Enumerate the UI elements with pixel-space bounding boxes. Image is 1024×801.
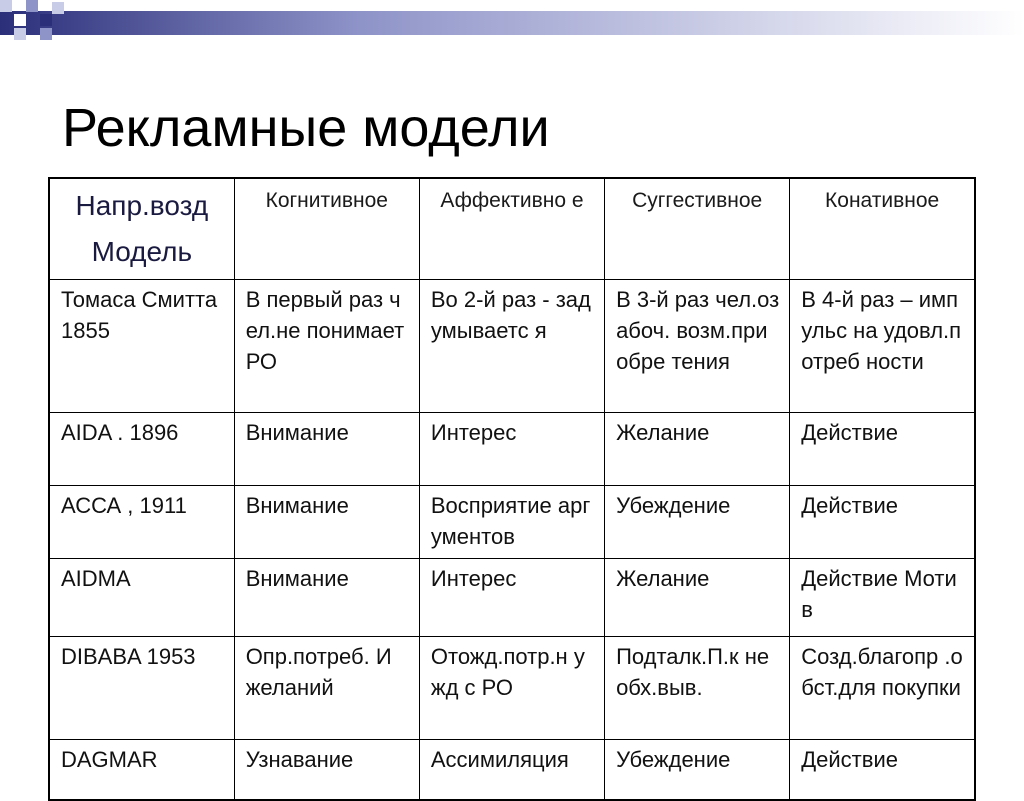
table-cell: В 4-й раз – импульс на удовл.потреб ности	[790, 280, 975, 413]
table-cell: Во 2-й раз - задумываетс я	[419, 280, 604, 413]
corner-header-model: Модель	[91, 236, 193, 267]
table-cell: Действие	[790, 740, 975, 800]
table-cell: Узнавание	[234, 740, 419, 800]
slide-title: Рекламные модели	[62, 98, 550, 158]
table-cell: Подталк.П.к необх.выв.	[605, 637, 790, 740]
table-row	[49, 413, 975, 486]
table-row	[49, 559, 975, 637]
column-header-affective: Аффективно е	[419, 178, 604, 280]
table-cell: Внимание	[234, 559, 419, 637]
table-cell: Действие Мотив	[790, 559, 975, 637]
decorative-header-bar	[0, 0, 1024, 60]
corner-header	[49, 178, 234, 280]
table-cell: Опр.потреб. И желаний	[234, 637, 419, 740]
table-cell: Желание	[605, 559, 790, 637]
table-cell: В 3-й раз чел.озабоч. возм.приобре тения	[605, 280, 790, 413]
table-cell: Желание	[605, 413, 790, 486]
column-header-conative: Конативное	[790, 178, 975, 280]
column-header-suggestive: Суггестивное	[605, 178, 790, 280]
table-cell: Убеждение	[605, 740, 790, 800]
table-cell: Интерес	[419, 413, 604, 486]
table-cell: Действие	[790, 486, 975, 559]
row-model-name: Томаса Смитта 1855	[49, 280, 234, 413]
row-model-name: AIDMA	[49, 559, 234, 637]
table-cell: Ассимиляция	[419, 740, 604, 800]
row-model-name: DAGMAR	[49, 740, 234, 800]
column-header-cognitive: Когнитивное	[234, 178, 419, 280]
header-row	[49, 178, 975, 280]
table-cell: Восприятие аргументов	[419, 486, 604, 559]
table-cell: Созд.благопр .обст.для покупки	[790, 637, 975, 740]
table-cell: Убеждение	[605, 486, 790, 559]
table-cell: Интерес	[419, 559, 604, 637]
corner-header-direction: Напр.возд	[75, 190, 209, 221]
table-row	[49, 280, 975, 413]
table-cell: В первый раз чел.не понимает РО	[234, 280, 419, 413]
table-cell: Отожд.потр.н ужд с РО	[419, 637, 604, 740]
table-cell: Внимание	[234, 413, 419, 486]
row-model-name: DIBABA 1953	[49, 637, 234, 740]
row-model-name: AIDA . 1896	[49, 413, 234, 486]
row-model-name: АССА , 1911	[49, 486, 234, 559]
table-cell: Внимание	[234, 486, 419, 559]
advertising-models-table	[48, 177, 976, 801]
table-row	[49, 486, 975, 559]
table-row	[49, 740, 975, 800]
table-cell: Действие	[790, 413, 975, 486]
table-row	[49, 637, 975, 740]
